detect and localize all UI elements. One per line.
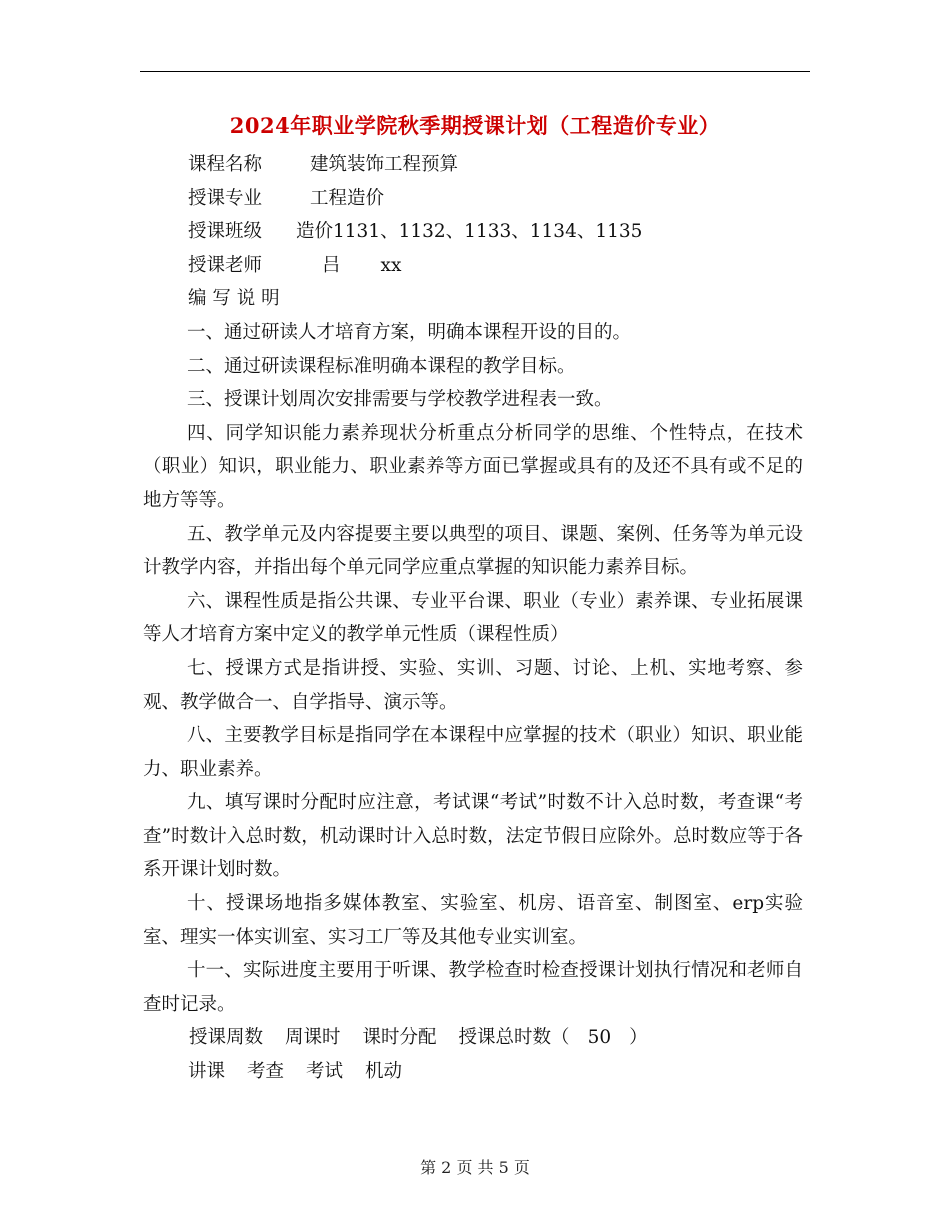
course-name-row: [143, 148, 803, 182]
weekly-hours-header: 周课时: [285, 1027, 341, 1049]
total-hours-label: 授课总时数（: [458, 1027, 570, 1049]
page-title: 2024年职业学院秋季期授课计划（工程造价专业）: [229, 113, 721, 138]
total-hours-close: ）: [629, 1027, 648, 1049]
note-item: 七、授课方式是指讲授、实验、实训、习题、讨论、上机、实地考察、参观、教学做合一、自学指导、演示等。: [143, 657, 803, 713]
section-heading: 编 写 说 明: [188, 288, 280, 310]
note-item: 九、填写课时分配时应注意，考试课“考试”时数不计入总时数，考查课“考查”时数计入总时数，机动课时计入总时数，法定节假日应除外。总时数应等于各系开课计划时数。: [143, 792, 803, 881]
note-item: 六、课程性质是指公共课、专业平台课、职业（专业）素养课、专业拓展课等人才培育方案中定义的教学单元性质（课程性质）: [143, 590, 803, 646]
note-item: 二、通过研读课程标准明确本课程的教学目标。: [187, 355, 576, 377]
note-item: 八、主要教学目标是指同学在本课程中应掌握的技术（职业）知识、职业能力、职业素养。: [143, 725, 803, 780]
hours-subheader-row: [143, 1055, 803, 1089]
note-item: 四、同学知识能力素养现状分析重点分析同学的思维、个性特点，在技术（职业）知识，职业能力、职业素养等方面已掌握或具有的及还不具有或不足的地方等等。: [143, 422, 803, 511]
major-row: [143, 182, 803, 216]
class-label: 授课班级: [188, 221, 263, 243]
teacher-label: 授课老师: [188, 254, 263, 276]
note-item: 五、教学单元及内容提要主要以典型的项目、课题、案例、任务等为单元设计教学内容，并指出每个单元同学应重点掌握的知识能力素养目标。: [143, 523, 803, 579]
course-name-value: 建筑装饰工程预算: [310, 154, 459, 175]
teacher-row: [143, 249, 803, 283]
note-item: 三、授课计划周次安排需要与学校教学进程表一致。: [187, 389, 613, 411]
weeks-header: 授课周数: [189, 1027, 264, 1049]
header-rule: [140, 71, 810, 72]
teacher-given-name: xx: [380, 254, 402, 276]
note-item: 十、授课场地指多媒体教室、实验室、机房、语音室、制图室、erp实验室、理实一体实训室、实习工厂等及其他专业实训室。: [143, 893, 803, 948]
lecture-header: 讲课: [188, 1061, 226, 1083]
total-hours-value: 50: [587, 1027, 612, 1049]
note-item: 一、通过研读人才培育方案，明确本课程开设的目的。: [187, 321, 632, 343]
class-row: [143, 215, 803, 249]
major-label: 授课专业: [188, 187, 263, 209]
class-value: 造价1131、1132、1133、1134、1135: [296, 221, 643, 243]
teacher-surname: 吕: [322, 254, 341, 276]
course-name-label: 课程名称: [188, 154, 263, 175]
check-header: 考查: [247, 1061, 285, 1083]
hour-allocation-header: 课时分配: [362, 1027, 437, 1049]
page-footer: 第 2 页 共 5 页: [420, 1158, 530, 1177]
document-body: [143, 148, 803, 1089]
flexible-header: 机动: [365, 1061, 403, 1083]
hours-header-row: [143, 1021, 803, 1055]
major-value: 工程造价: [310, 187, 385, 209]
exam-header: 考试: [306, 1061, 344, 1083]
note-item: 十一、实际进度主要用于听课、教学检查时检查授课计划执行情况和老师自查时记录。: [143, 960, 803, 1015]
